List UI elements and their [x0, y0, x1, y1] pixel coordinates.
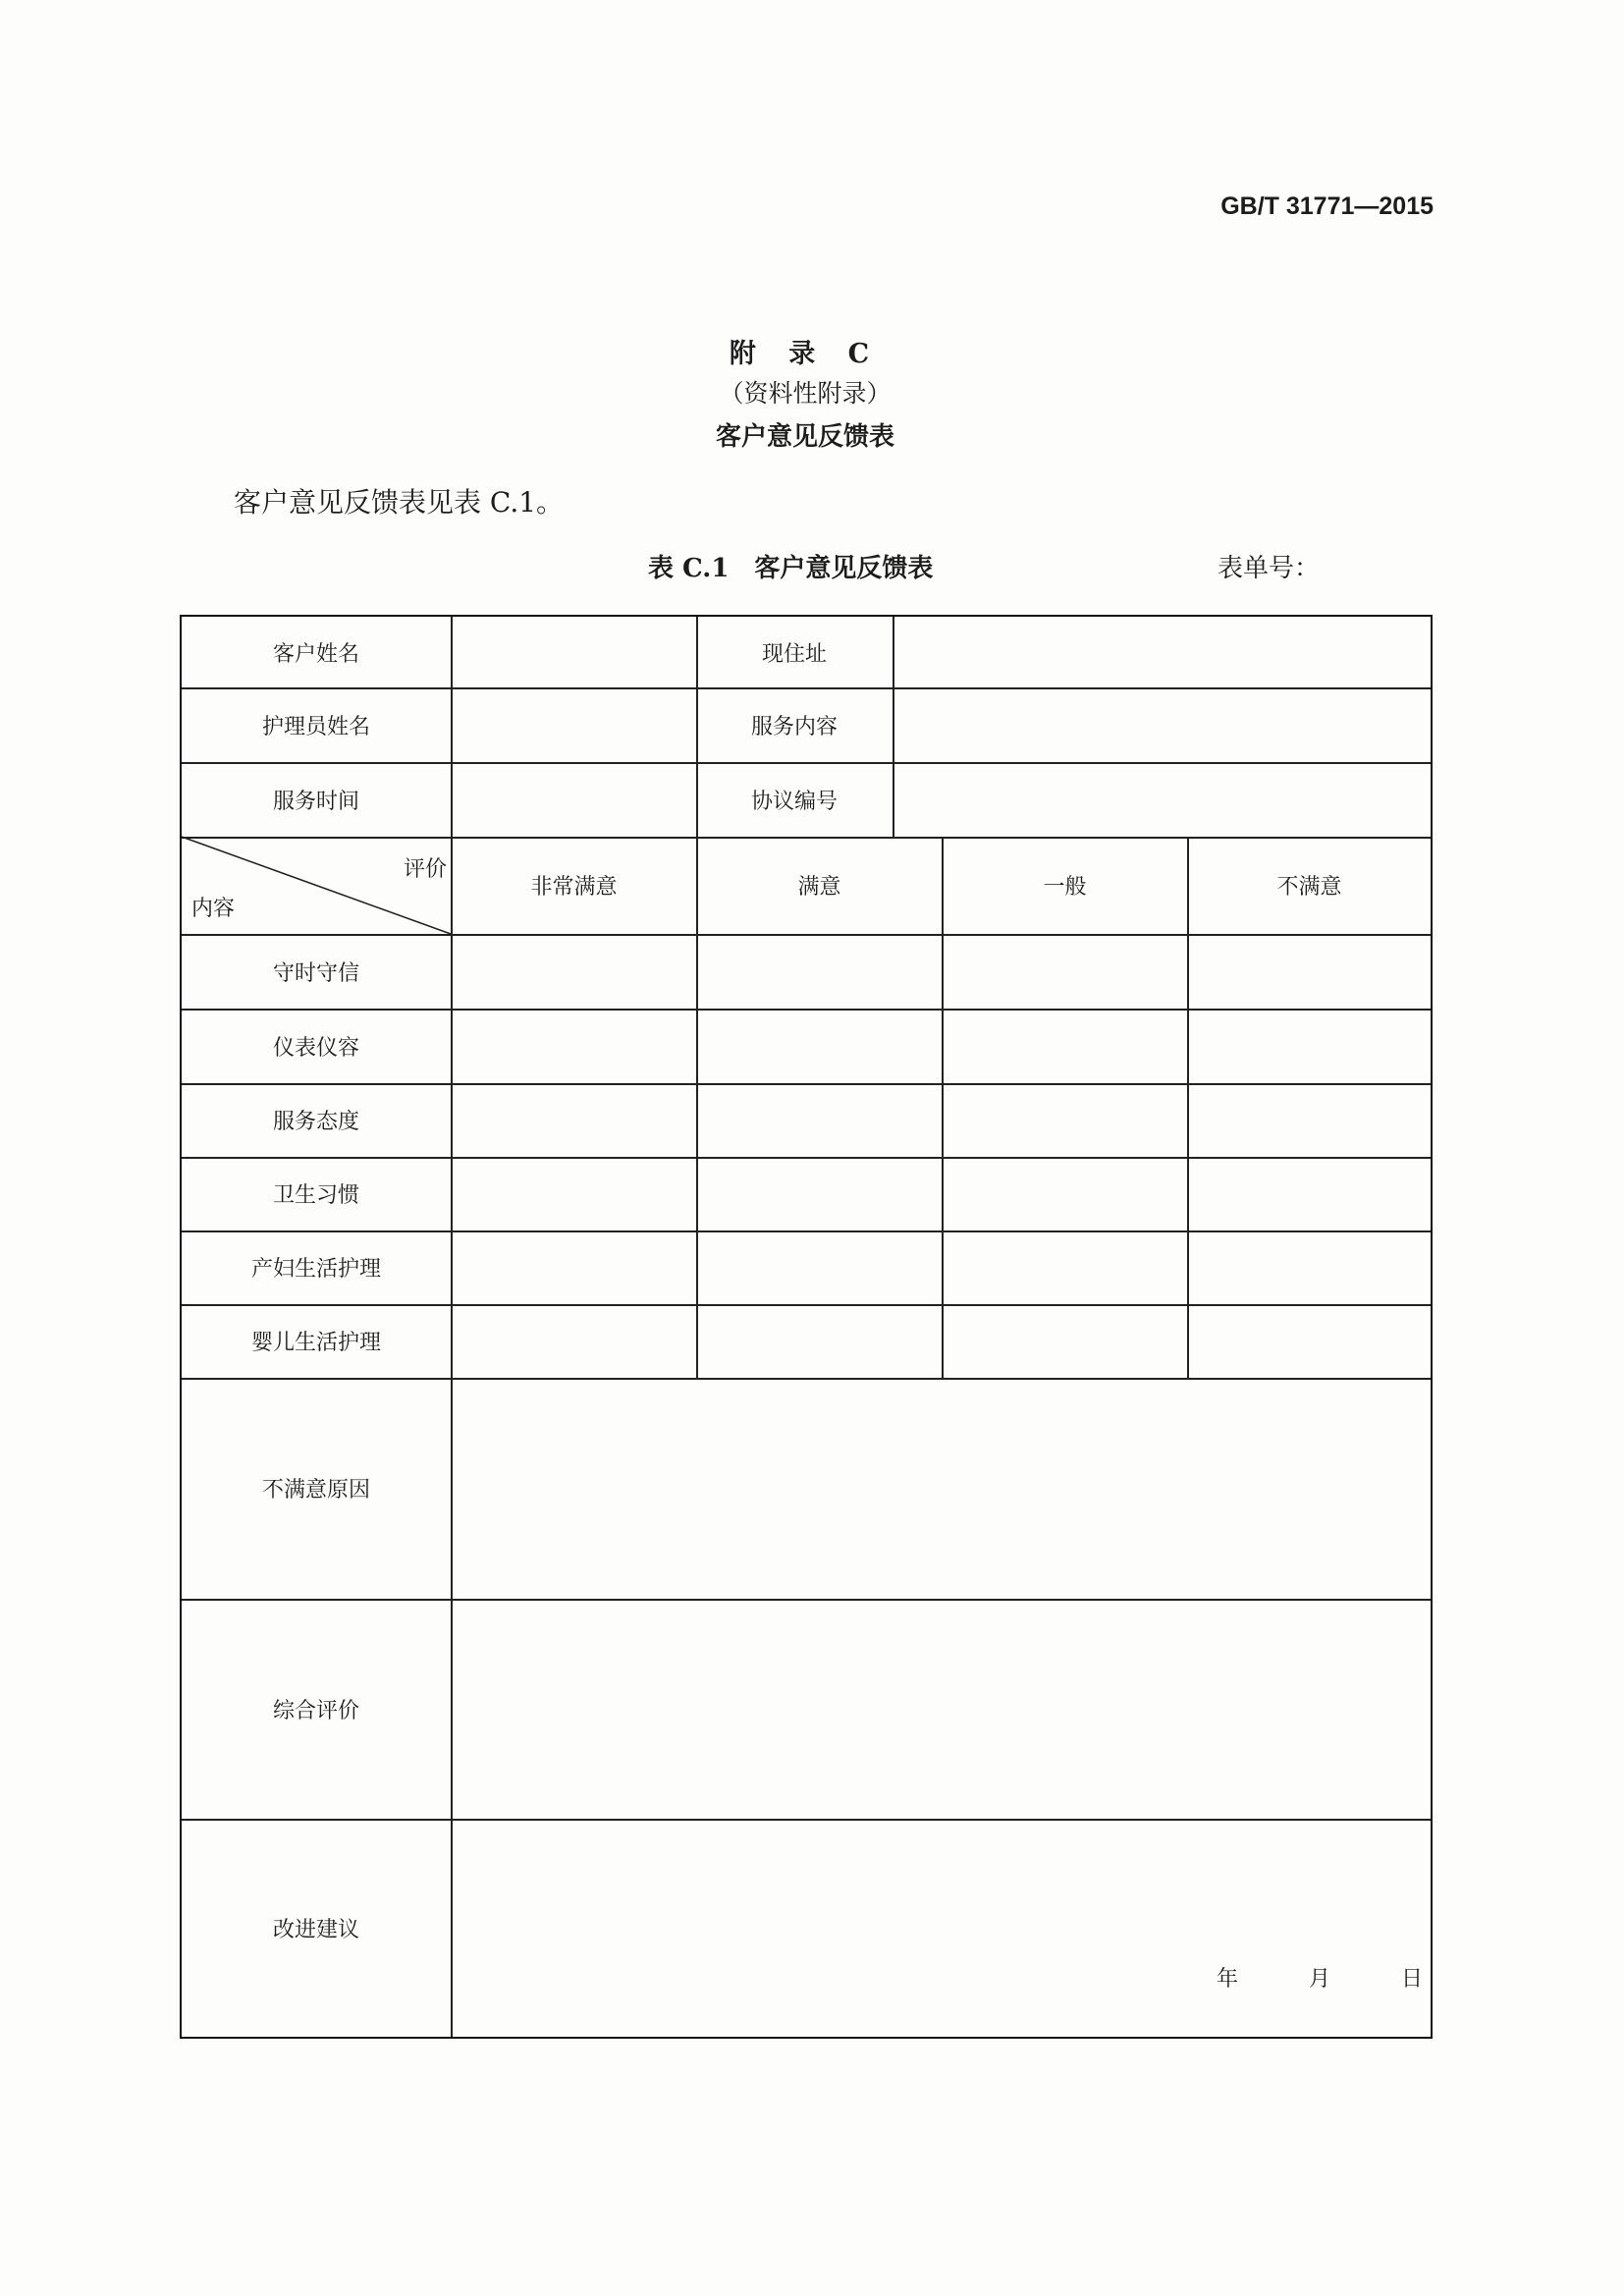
row-label-hygiene-habits: 卫生习惯 — [272, 1183, 359, 1208]
nurse-name-label: 护理员姓名 — [261, 714, 370, 739]
rating-header-satisfied: 满意 — [797, 875, 841, 900]
form-number-label: 表单号： — [1218, 554, 1321, 583]
rating-header-dissatisfied: 不满意 — [1276, 875, 1342, 900]
diagonal-bottom-label: 内容 — [191, 896, 236, 921]
agreement-no-value[interactable] — [893, 762, 1431, 837]
overall-evaluation-field[interactable] — [452, 1599, 1431, 1819]
customer-name-value[interactable] — [452, 617, 696, 687]
address-label: 现住址 — [761, 641, 827, 667]
row-label-service-attitude: 服务态度 — [272, 1110, 359, 1134]
appendix-name: 客户意见反馈表 — [715, 422, 894, 452]
row-label-punctuality: 守时守信 — [272, 960, 359, 986]
appendix-title: 附 录 C — [729, 339, 882, 369]
row-label-maternal-care: 产妇生活护理 — [250, 1257, 381, 1282]
feedback-table — [180, 615, 1433, 2039]
rating-header-very-satisfied: 非常满意 — [530, 875, 618, 900]
diagonal-top-label: 评价 — [403, 856, 447, 882]
dissatisfaction-reason-field[interactable] — [452, 1378, 1431, 1599]
date-day-label: 日 — [1401, 1967, 1424, 1992]
standard-code: GB/T 31771—2015 — [1220, 192, 1434, 220]
service-time-label: 服务时间 — [272, 789, 359, 814]
improvement-suggestions-label: 改进建议 — [272, 1917, 359, 1942]
date-line — [1217, 1962, 1423, 1993]
date-year-label: 年 — [1217, 1967, 1239, 1992]
customer-name-label: 客户姓名 — [272, 641, 359, 667]
dissatisfaction-reason-label: 不满意原因 — [261, 1478, 370, 1503]
service-time-value[interactable] — [452, 762, 696, 837]
date-month-label: 月 — [1309, 1967, 1331, 1992]
intro-text: 客户意见反馈表见表 C.1。 — [234, 486, 565, 519]
overall-evaluation-label: 综合评价 — [272, 1698, 359, 1723]
row-label-appearance: 仪表仪容 — [272, 1035, 359, 1061]
rating-header-average: 一般 — [1043, 875, 1087, 900]
nurse-name-value[interactable] — [452, 687, 696, 762]
table-caption: 表 C.1 客户意见反馈表 — [648, 554, 934, 583]
agreement-no-label: 协议编号 — [750, 789, 838, 814]
improvement-suggestions-field[interactable] — [452, 1819, 1431, 2037]
appendix-type: （资料性附录） — [719, 379, 892, 408]
address-value[interactable] — [893, 617, 1431, 687]
service-content-label: 服务内容 — [750, 714, 838, 739]
row-label-infant-care: 婴儿生活护理 — [250, 1331, 381, 1355]
service-content-value[interactable] — [893, 687, 1431, 762]
